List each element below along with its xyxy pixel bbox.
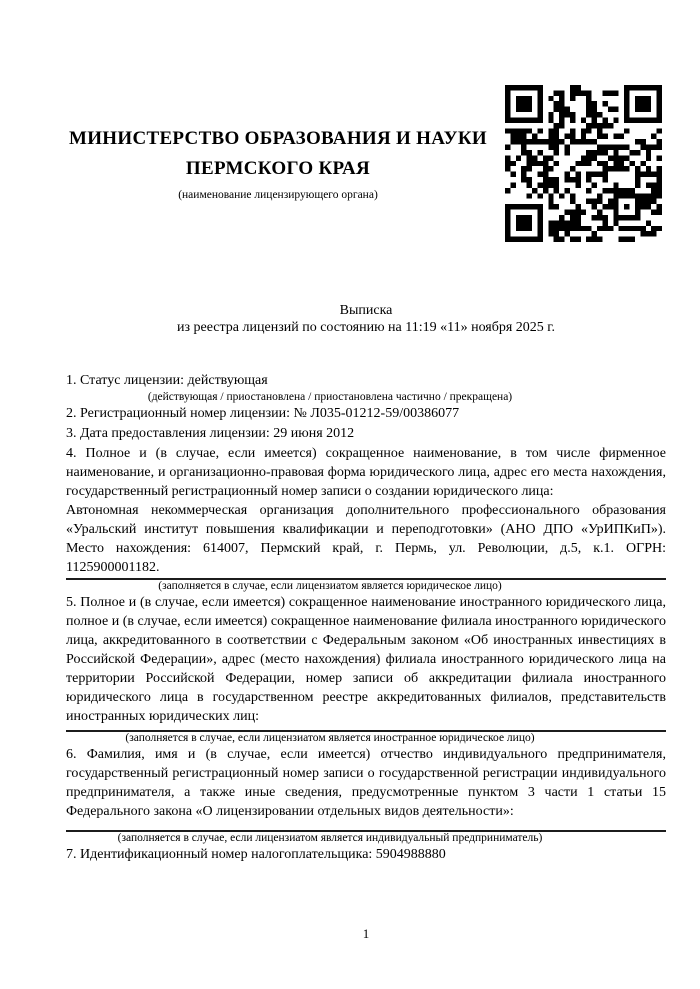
licensing-authority-caption: (наименование лицензирующего органа) (178, 189, 378, 201)
item-license-grant-date: 3. Дата предоставления лицензии: 29 июня 2012 (66, 426, 355, 441)
note-legal-entity: (заполняется в случае, если лицензиатом является юридическое лицо) (158, 580, 502, 592)
note-entrepreneur: (заполняется в случае, если лицензиатом является индивидуальный предприниматель) (117, 832, 543, 844)
page-number: 1 (362, 926, 370, 941)
note-foreign-entity: (заполняется в случае, если лицензиатом является иностранное юридическое лицо) (125, 732, 535, 744)
ministry-name-line2: ПЕРМСКОГО КРАЯ (185, 158, 371, 179)
item-entrepreneur-label: 6. Фамилия, имя и (в случае, если имеется) отчество индивидуального предпринимателя, государственный регистрационный номер записи о государственной регистрации индивидуального предпринимателя, а также иные сведения, предусмотренные пунктом 3 части 1 статьи 15 Федерального закона «О лицензировании отдельных видов деятельности»: (66, 747, 666, 819)
document-title-line1: Выписка (339, 303, 393, 318)
item-foreign-entity-label: 5. Полное и (в случае, если имеется) сокращенное наименование иностранного юридического лица, полное и (в случае, если имеется) сокращенное наименование филиала иностранного юридического лица, аккредитованного в соответствии с Федеральным законом «Об иностранных инвестициях в Российской Федерации», адрес (место нахождения) филиала иностранного юридического лица на территории Российской Федерации, номер записи об аккредитации филиала иностранного юридического лица в государственном реестре аккредитованных филиалов, представительств иностранных юридических лиц: (66, 595, 666, 724)
item-registration-number: 2. Регистрационный номер лицензии: № Л035-01212-59/00386077 (66, 406, 460, 421)
document-header (66, 124, 490, 202)
document-title (66, 302, 666, 336)
item-legal-entity-value: Автономная некоммерческая организация дополнительного профессионального образования «Уральский институт повышения квалификации и переподготовки» (АНО ДПО «УрИПКиП»). Место нахождения: 614007, Пермский край, г. Пермь, ул. Революции, д.5, к.1. ОГРН: 1125900001182. (66, 503, 666, 575)
qr-code-icon (505, 85, 662, 242)
document-title-line2: из реестра лицензий по состоянию на 11:19 «11» ноября 2025 г. (177, 320, 555, 335)
document-body (66, 371, 666, 865)
note-license-status-options: (действующая / приостановлена / приостановлена частично / прекращена) (147, 391, 513, 403)
item-taxpayer-number: 7. Идентификационный номер налогоплательщика: 5904988880 (66, 847, 446, 862)
item-legal-entity-label: 4. Полное и (в случае, если имеется) сокращенное наименование, в том числе фирменное наименование, и организационно-правовая форма юридического лица, адрес его места нахождения, государственный регистрационный номер записи о создании юридического лица: (66, 446, 666, 499)
item-license-status: 1. Статус лицензии: действующая (66, 373, 268, 388)
ministry-name-line1: МИНИСТЕРСТВО ОБРАЗОВАНИЯ И НАУКИ (68, 128, 488, 149)
